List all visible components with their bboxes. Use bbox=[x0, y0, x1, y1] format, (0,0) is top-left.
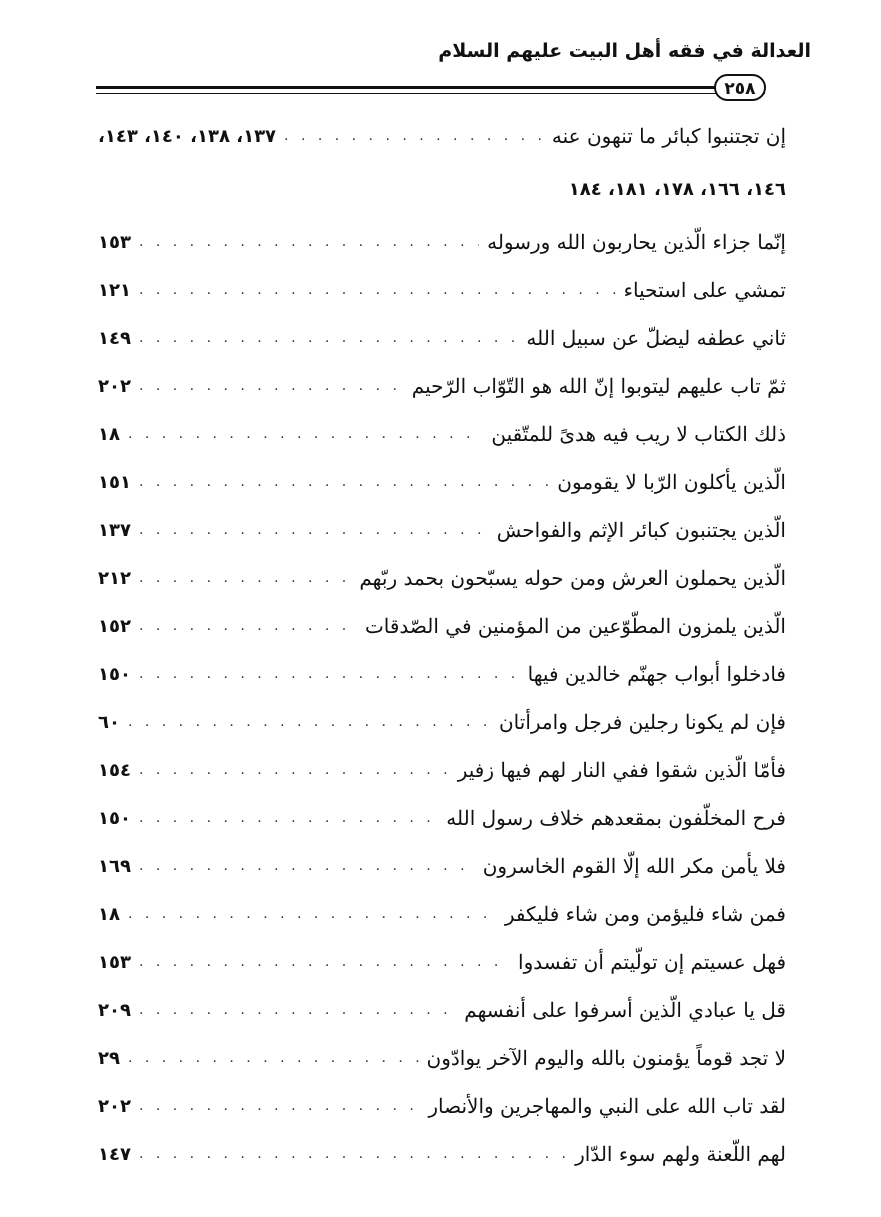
verse-phrase: ذلك الكتاب لا ريب فيه هدىً للمتّقين bbox=[491, 422, 786, 446]
index-entry bbox=[98, 218, 786, 266]
verse-phrase: فلا يأمن مكر الله إلّا القوم الخاسرون bbox=[482, 854, 786, 878]
verse-phrase: فادخلوا أبواب جهنّم خالدين فيها bbox=[527, 662, 786, 686]
index-entry bbox=[98, 698, 786, 746]
index-entry bbox=[98, 362, 786, 410]
index-entry bbox=[98, 746, 786, 794]
index-entry bbox=[98, 458, 786, 506]
page-references: ٦٠ bbox=[98, 711, 120, 733]
index-entry bbox=[98, 1130, 786, 1178]
index-entry bbox=[98, 890, 786, 938]
index-entry bbox=[98, 938, 786, 986]
index-entry bbox=[98, 1082, 786, 1130]
dot-leader bbox=[128, 1050, 419, 1066]
dot-leader bbox=[139, 1098, 420, 1114]
page-references: ١٨ bbox=[98, 423, 120, 445]
index-entry bbox=[98, 314, 786, 362]
dot-leader bbox=[139, 570, 351, 586]
index-entry bbox=[98, 506, 786, 554]
page-references: ٢١٢ bbox=[98, 567, 131, 589]
index-entry bbox=[98, 112, 786, 160]
dot-leader bbox=[139, 378, 404, 394]
dot-leader bbox=[139, 954, 510, 970]
page-references: ١٥٣ bbox=[98, 951, 131, 973]
verse-phrase: لهم اللّعنة ولهم سوء الدّار bbox=[575, 1142, 786, 1166]
dot-leader bbox=[139, 810, 438, 826]
page-references: ١٥٠ bbox=[98, 663, 131, 685]
verse-phrase: فأمّا الّذين شقوا ففي النار لهم فيها زفير bbox=[457, 758, 786, 782]
dot-leader bbox=[139, 1002, 456, 1018]
header-rule-thin bbox=[96, 93, 765, 94]
verse-phrase: فهل عسيتم إن تولّيتم أن تفسدوا bbox=[518, 950, 786, 974]
index-entry bbox=[98, 1034, 786, 1082]
index-entry bbox=[98, 842, 786, 890]
page-references: ١٨ bbox=[98, 903, 120, 925]
dot-leader bbox=[139, 1146, 567, 1162]
header-rule-thick bbox=[96, 86, 765, 89]
page-references: ٢٠٢ bbox=[98, 375, 131, 397]
dot-leader bbox=[139, 618, 357, 634]
page-references: ١٣٧ bbox=[98, 519, 131, 541]
verse-phrase: الّذين يأكلون الرّبا لا يقومون bbox=[557, 470, 786, 494]
dot-leader bbox=[139, 522, 489, 538]
dot-leader bbox=[139, 330, 518, 346]
verse-phrase: تمشي على استحياء bbox=[623, 278, 786, 302]
verse-phrase: الّذين يلمزون المطّوّعين من المؤمنين في الصّدقات bbox=[364, 614, 786, 638]
page-references: ١٣٧، ١٣٨، ١٤٠، ١٤٣، bbox=[98, 125, 277, 147]
index-entry bbox=[98, 794, 786, 842]
index-entry bbox=[98, 650, 786, 698]
verse-index-list bbox=[98, 112, 786, 1178]
running-header-title: العدالة في فقه أهل البيت عليهم السلام bbox=[438, 40, 811, 62]
page-number: ٢٥٨ bbox=[714, 74, 766, 101]
page-references: ١٥٠ bbox=[98, 807, 131, 829]
verse-phrase: ثاني عطفه ليضلّ عن سبيل الله bbox=[526, 326, 786, 350]
index-entry bbox=[98, 266, 786, 314]
dot-leader bbox=[139, 762, 450, 778]
page-references-continuation: ١٤٦، ١٦٦، ١٧٨، ١٨١، ١٨٤ bbox=[568, 178, 786, 200]
verse-phrase: لقد تاب الله على النبي والمهاجرين والأنصار bbox=[428, 1094, 786, 1118]
page-references: ٢٩ bbox=[98, 1047, 120, 1069]
verse-phrase: لا تجد قوماً يؤمنون بالله واليوم الآخر يوادّون bbox=[426, 1046, 786, 1070]
page-references: ١٥٢ bbox=[98, 615, 131, 637]
page-references: ٢٠٢ bbox=[98, 1095, 131, 1117]
dot-leader bbox=[128, 906, 497, 922]
dot-leader bbox=[128, 714, 491, 730]
verse-phrase: الّذين يحملون العرش ومن حوله يسبّحون بحمد ربّهم bbox=[359, 566, 786, 590]
dot-leader bbox=[139, 474, 549, 490]
page-references: ١٦٩ bbox=[98, 855, 131, 877]
page-references: ١٥١ bbox=[98, 471, 131, 493]
verse-phrase: فرح المخلّفون بمقعدهم خلاف رسول الله bbox=[446, 806, 786, 830]
index-entry bbox=[98, 554, 786, 602]
index-entry bbox=[98, 410, 786, 458]
verse-phrase: قل يا عبادي الّذين أسرفوا على أنفسهم bbox=[464, 998, 786, 1022]
dot-leader bbox=[128, 426, 483, 442]
index-entry bbox=[98, 602, 786, 650]
verse-phrase: فمن شاء فليؤمن ومن شاء فليكفر bbox=[504, 902, 786, 926]
page-references: ١٥٤ bbox=[98, 759, 131, 781]
verse-phrase: ثمّ تاب عليهم ليتوبوا إنّ الله هو التّوّاب الرّحيم bbox=[411, 374, 786, 398]
dot-leader bbox=[139, 234, 479, 250]
verse-phrase: فإن لم يكونا رجلين فرجل وامرأتان bbox=[498, 710, 786, 734]
dot-leader bbox=[139, 666, 520, 682]
verse-phrase: إنّما جزاء الّذين يحاربون الله ورسوله bbox=[487, 230, 786, 254]
page-references-continuation-row bbox=[98, 160, 786, 218]
dot-leader bbox=[139, 282, 616, 298]
dot-leader bbox=[284, 128, 544, 144]
verse-phrase: الّذين يجتنبون كبائر الإثم والفواحش bbox=[496, 518, 786, 542]
page-references: ١٤٧ bbox=[98, 1143, 131, 1165]
verse-phrase: إن تجتنبوا كبائر ما تنهون عنه bbox=[551, 124, 786, 148]
page-references: ١٤٩ bbox=[98, 327, 131, 349]
page-references: ١٢١ bbox=[98, 279, 131, 301]
page-references: ١٥٣ bbox=[98, 231, 131, 253]
dot-leader bbox=[139, 858, 475, 874]
page-references: ٢٠٩ bbox=[98, 999, 131, 1021]
index-entry bbox=[98, 986, 786, 1034]
